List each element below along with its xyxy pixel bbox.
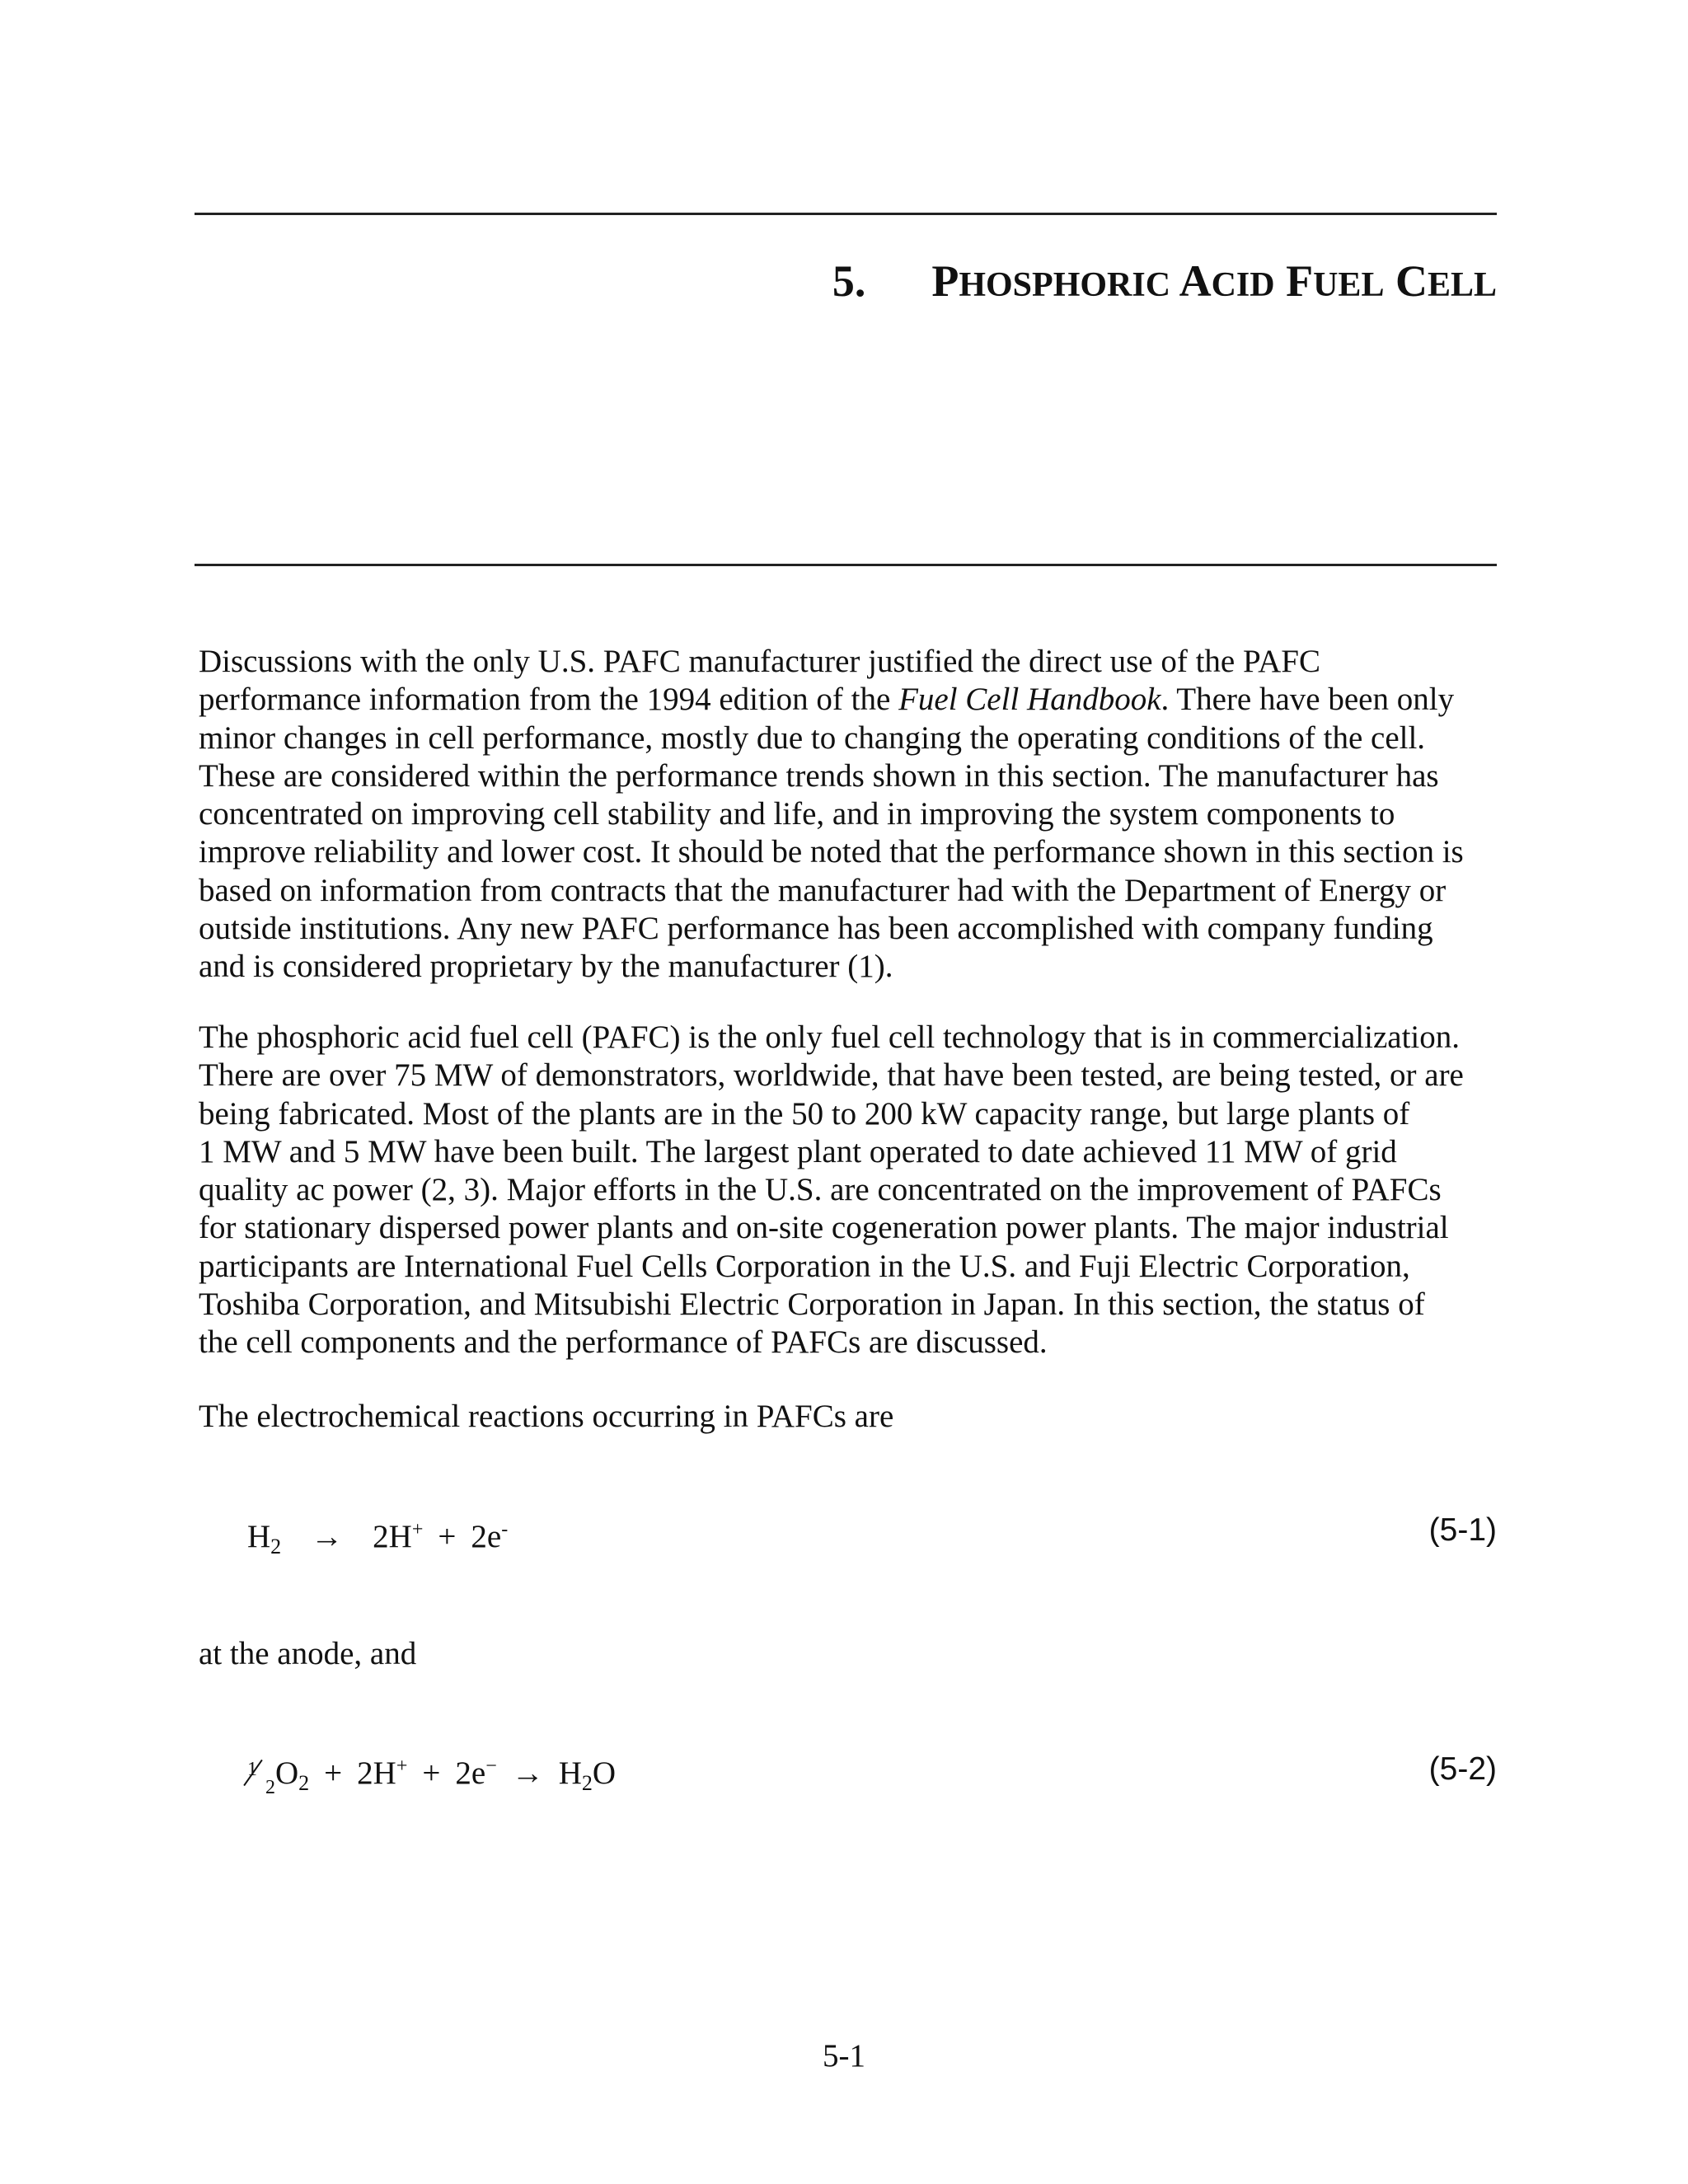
text-line: Toshiba Corporation, and Mitsubishi Electric Corporation in Japan. In this section, the status of	[199, 1286, 1425, 1323]
text-line: Discussions with the only U.S. PAFC manufacturer justified the direct use of the PAFC	[199, 644, 1320, 679]
paragraph-reactions-intro: The electrochemical reactions occurring in PAFCs are	[199, 1399, 894, 1434]
chapter-number: 5.	[832, 256, 866, 306]
text-line: The phosphoric acid fuel cell (PAFC) is the only fuel cell technology that is in commercialization.	[199, 1019, 1461, 1055]
book-title: Fuel Cell Handbook	[898, 682, 1161, 718]
paragraph-intro	[199, 643, 1509, 987]
text-line: concentrated on improving cell stability and life, and in improving the system components to	[199, 796, 1395, 832]
text-line: 1 MW and 5 MW have been built. The largest plant operated to date achieved 11 MW of grid	[199, 1133, 1397, 1169]
page-number: 5-1	[823, 2038, 865, 2074]
chapter-title: PHOSPHORIC ACID FUEL CELL	[931, 256, 1497, 306]
equation-number: (5-2)	[1428, 1751, 1497, 1787]
text-line: quality ac power (2, 3). Major efforts in the U.S. are concentrated on the improvement of PAFCs	[199, 1172, 1442, 1208]
text-line: the cell components and the performance of PAFCs are discussed.	[199, 1324, 1048, 1361]
text-line: There are over 75 MW of demonstrators, worldwide, that have been tested, are being tested, or are	[199, 1057, 1464, 1094]
equation-number: (5-1)	[1428, 1512, 1497, 1548]
text-line: performance information from the 1994 edition of the Fuel Cell Handbook. There have been only	[199, 682, 1455, 718]
text-line: minor changes in cell performance, mostly due to changing the operating conditions of the cell.	[199, 719, 1426, 756]
text-line: These are considered within the performance trends shown in this section. The manufacturer has	[199, 757, 1439, 794]
paragraph-pafc-overview	[199, 1019, 1509, 1362]
equation-anode: $H_2 \to 2H^+ + 2e^-$	[247, 1519, 509, 1558]
chapter-heading	[832, 252, 1497, 314]
text-line: improve reliability and lower cost. It should be noted that the performance shown in this section is	[199, 834, 1464, 870]
text-line: and is considered proprietary by the manufacturer (1).	[199, 949, 893, 985]
paragraph-anode-note: at the anode, and	[199, 1636, 417, 1671]
arrow-icon: →	[311, 1519, 344, 1554]
top-rule	[195, 213, 1497, 215]
bottom-rule	[195, 564, 1497, 566]
equation-cathode: 1 2 $O_2 + 2H^+ + 2e^- \to H_2O$	[247, 1753, 616, 1794]
arrow-icon: →	[511, 1755, 544, 1791]
text-line: participants are International Fuel Cells Corporation in the U.S. and Fuji Electric Corporation,	[199, 1248, 1410, 1284]
text-line: being fabricated. Most of the plants are in the 50 to 200 kW capacity range, but large plants of	[199, 1095, 1410, 1132]
text-line: for stationary dispersed power plants and on-site cogeneration power plants. The major industrial	[199, 1210, 1449, 1246]
text-line: based on information from contracts that the manufacturer had with the Department of Energy or	[199, 872, 1447, 908]
text-line: outside institutions. Any new PAFC performance has been accomplished with company funding	[199, 911, 1433, 947]
half-fraction: 1 2	[247, 1755, 275, 1788]
